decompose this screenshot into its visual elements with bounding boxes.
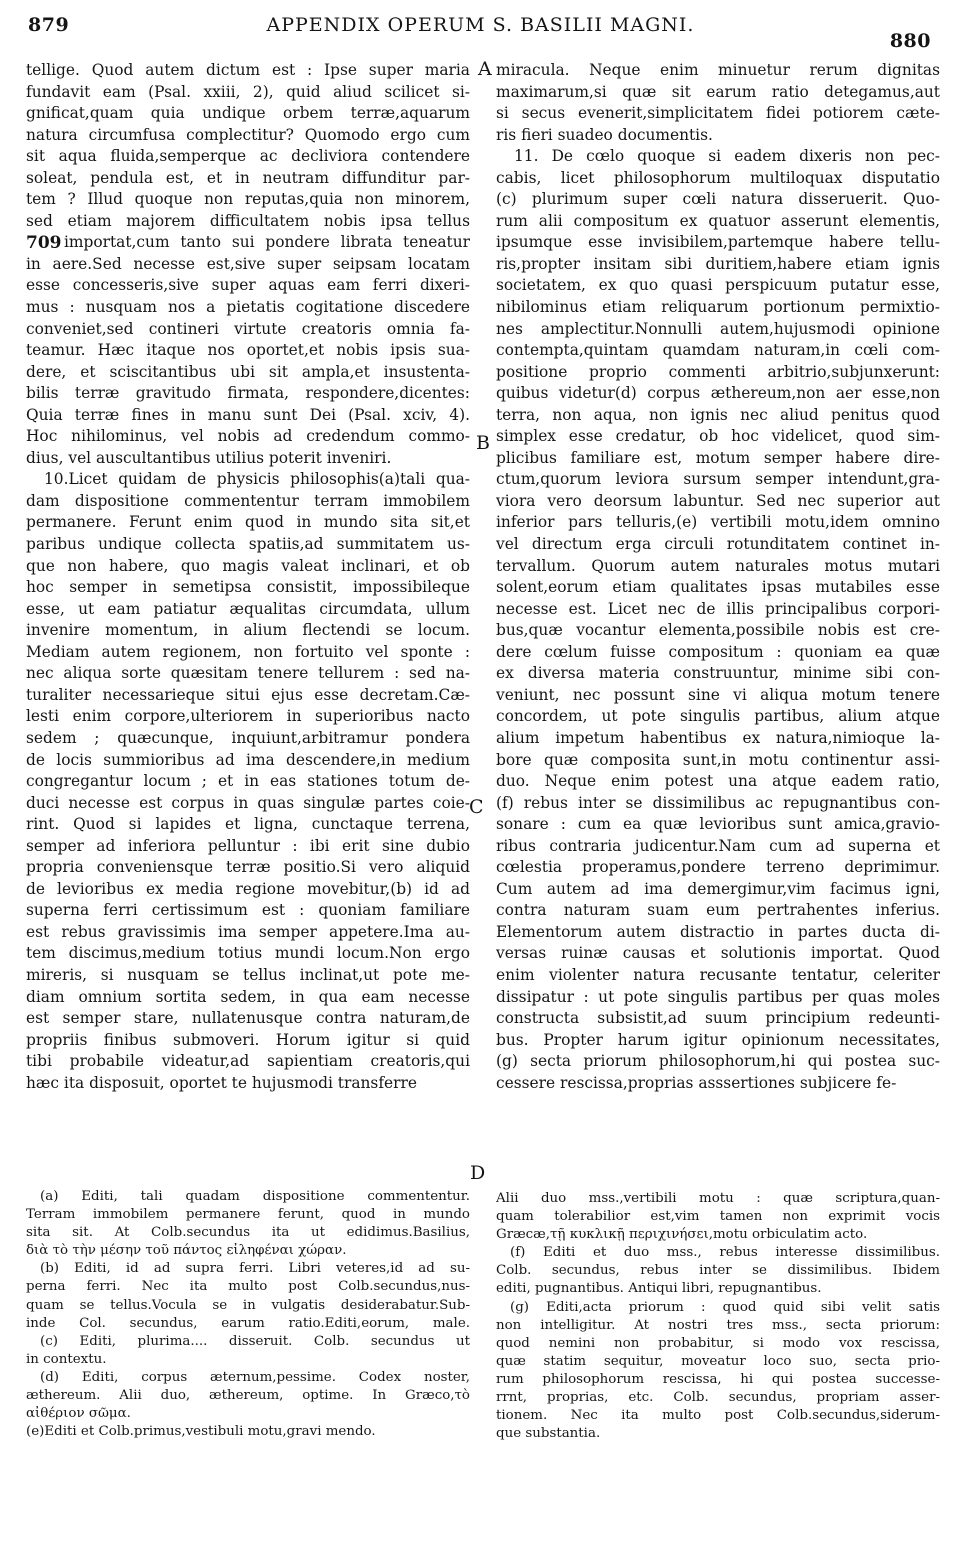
text-line: ctum,quorum leviora sursum semper intendunt,gra- [496, 470, 940, 489]
text-line: 11. De cœlo quoque si eadem dixeris non pec- [514, 147, 940, 166]
footnote-line: perna ferri. Nec ita multo post Colb.secundus,nus- [26, 1279, 470, 1295]
text-line: ipsumque esse invisibilem,partemque habere tellu- [496, 233, 940, 252]
text-line: nes amplectitur.Nonnulli autem,hujusmodi opinione [496, 319, 940, 338]
margin-letter-a: A [478, 58, 492, 80]
text-line: contra naturam suam eum pertrahentes inferius. [496, 901, 940, 920]
footnote-line: editi, pugnantibus. Antiqui libri, repugnantibus. [496, 1281, 822, 1297]
text-line: congregantur locum ; et in eas stationes totum de- [26, 772, 470, 791]
text-line: societatem, ex quo quasi perspicuum putatur esse, [496, 276, 940, 295]
text-line: teamur. Hæc itaque nos oportet,et nobis ipsis sua- [26, 341, 470, 360]
text-line: ribus contraria judicentur.Nam cum ad superna et [496, 836, 940, 855]
text-line: gnificat,quam quia undique orbem terræ,aquarum [26, 104, 470, 123]
text-line: (f) rebus inter se dissimilibus ac repugnantibus con- [496, 793, 940, 812]
footnote-line: in contextu. [26, 1351, 107, 1367]
text-line: semper ad inferiora pelluntur : ibi erit sine dubio [26, 836, 470, 855]
text-line: cessere rescissa,proprias asssertiones subjicere fe- [496, 1073, 897, 1092]
text-line: enim violenter natura recusante tentatur, celeriter [496, 965, 940, 984]
text-line: natura circumfusa complectitur? Quomodo ergo cum [26, 125, 470, 144]
text-line: rum alii compositum ex quatuor asserunt elementis, [496, 211, 940, 230]
text-line: ris,propter insitam sibi duritiem,habere etiam ignis [496, 254, 940, 273]
text-line: plicibus familiare est, motum semper habere dire- [496, 448, 940, 467]
text-line: paribus undique collecta spatiis,ad summitatem us- [26, 535, 470, 554]
text-line: mireris, si nusquam se tellus inclinat,ut pote me- [26, 965, 470, 984]
text-line: simplex esse credatur, ob hoc videlicet, quod sim- [496, 427, 940, 446]
text-line: si secus evenerit,simplicitatem fidei potiorem cæte- [496, 104, 940, 123]
text-line: de levioribus ex media regione movebitur,(b) id ad [26, 879, 470, 898]
margin-letter-c: C [469, 796, 484, 818]
text-line: dam dispositione commententur terram immobilem [26, 491, 470, 510]
text-line: hæc ita disposuit, oportet te hujusmodi transferre [26, 1073, 417, 1092]
text-line: esse, ut eam patiatur æqualitas circumdata, ullum [26, 599, 470, 618]
text-line: nibilominus etiam reliquarum portionum permixtio- [496, 298, 940, 317]
text-line: Quia terræ fines in manu sunt Dei (Psal. xciv, 4). [26, 405, 470, 424]
right-footnotes [496, 1190, 940, 1443]
text-line: veniunt, nec possunt sine vi aliqua motum tenere [496, 685, 940, 704]
text-line: sed etiam majorem difficultatem nobis ipsa tellus [26, 211, 470, 230]
text-line: dissipatur : ut pote singulis partibus per quas moles [496, 987, 940, 1006]
text-line: maximarum,si quæ sit earum ratio detegamus,aut [496, 82, 940, 101]
text-line: bus. Propter harum igitur opinionum necessitates, [496, 1030, 940, 1049]
text-line: hoc semper in semetipsa consistit, impossibileque [26, 578, 470, 597]
footnote-line: Colb. secundus, rebus inter se dissimilibus. Ibidem [496, 1263, 940, 1279]
footnote-line: (c) Editi, plurima.... disseruit. Colb. secundus ut [40, 1333, 470, 1349]
footnote-line: quam se tellus.Vocula se in vulgatis desiderabatur.Sub- [26, 1297, 470, 1313]
text-line: bilis terræ gravitudo firmata, respondere,dicentes: [26, 384, 470, 403]
text-line: tervallum. Quorum autem naturales motus mutari [496, 556, 940, 575]
text-line: soleat, pendula est, et in neutram diffunditur par- [26, 168, 470, 187]
text-line: tem ? Illud quoque non reputas,quia non minorem, [26, 190, 470, 209]
text-line: dere cœlum fuisse compositum : quoniam ea quæ [496, 642, 940, 661]
text-line: in aere.Sed necesse est,sive super seipsam locatam [26, 254, 470, 273]
footnote-line: αἰθέριον σῶμα. [26, 1406, 131, 1422]
text-line: est rebus gravissimis ima semper appetere.Ima au- [26, 922, 470, 941]
text-line: tem discimus,medium totius mundi locum.Non ergo [26, 944, 470, 963]
text-line: cœlestia properamus,pondere terreno deprimimur. [496, 858, 940, 877]
text-line: lesti enim corpore,ulteriorem in superioribus nacto [26, 707, 470, 726]
footnote-line: sita sit. At Colb.secundus ita ut edidimus.Basilius, [26, 1225, 470, 1241]
text-line: Hoc nihilominus, vel nobis ad credendum commo- [26, 427, 470, 446]
footnote-line: quod nemini non probabitur, si modo vox rescissa, [496, 1335, 940, 1351]
footnote-line: inde Col. secundus, earum ratio.Editi,eorum, male. [26, 1315, 470, 1331]
text-line: inferior pars telluris,(e) vertibili motu,idem omnino [496, 513, 940, 532]
text-line: viora vero deorsum labuntur. Sed nec superior aut [496, 491, 940, 510]
text-line: dius, vel auscultantibus utilius poterit inveniri. [26, 448, 392, 467]
footnote-line: æthereum. Alii duo, æthereum, optime. In Græco,τὸ [26, 1388, 470, 1404]
text-line: fundavit eam (Psal. xxiii, 2), quid aliud scilicet si- [26, 82, 470, 101]
text-line: alium impetum habentibus ex natura,nimioque la- [496, 728, 940, 747]
text-line: sit aqua fluida,semperque ac decliviora contendere [26, 147, 470, 166]
text-line: est semper stare, nullatenusque contra naturam,de [26, 1009, 470, 1028]
text-line: Elementorum autem distractio in partes ducta di- [496, 922, 940, 941]
text-line: rint. Quod si lapides et ligna, cunctaque terrena, [26, 815, 470, 834]
text-line: Cum autem ad ima demergimur,vim facimus igni, [496, 879, 940, 898]
margin-letter-b: B [476, 432, 490, 454]
text-line: tibi probabile videatur,ad sapientiam creatoris,qui [26, 1052, 470, 1071]
footnote-line: (g) Editi,acta priorum : quod quid sibi velit satis [510, 1299, 940, 1315]
text-line: cabis, licet philosophorum multiloquax disputatio [496, 168, 940, 187]
text-line: constructa subsistit,ad suum principium redeunti- [496, 1009, 940, 1028]
footnote-line: διὰ τὸ τὴν μέσην τοῦ πάντος εἰληφέναι χώραν. [26, 1243, 347, 1259]
text-line: versas ruinæ causas et solutionis importat. Quod [496, 944, 940, 963]
text-line: ex diversa materia construuntur, minime sibi con- [496, 664, 940, 683]
text-line: contempta,quintam quamdam naturam,in cœli com- [496, 341, 940, 360]
text-line: terra, non aqua, non ignis nec aliud penitus quod [496, 405, 940, 424]
footnote-line: Alii duo mss.,vertibili motu : quæ scriptura,quan- [496, 1191, 940, 1206]
text-line: solent,eorum etiam qualitates ipsas mutabiles esse [496, 578, 940, 597]
text-line: bus,quæ vocantur elementa,possibile nobis est cre- [496, 621, 940, 640]
running-title: APPENDIX OPERUM S. BASILII MAGNI. [266, 14, 695, 36]
text-line: duo. Neque enim potest una atque eadem ratio, [496, 772, 940, 791]
right-page-number: 880 [889, 30, 931, 52]
footnote-line: que substantia. [496, 1426, 601, 1442]
text-line: 10.Licet quidam de physicis philosophis(a)tali qua- [44, 470, 470, 489]
footnote-line: (e)Editi et Colb.primus,vestibuli motu,gravi mendo. [26, 1424, 376, 1440]
text-line: dere, et sciscitantibus ubi sit ampla,et insustenta- [26, 362, 470, 381]
text-line: vel directum erga circuli rotunditatem continet in- [496, 535, 940, 554]
footnote-line: (b) Editi, id ad supra ferri. Libri veteres,id ad su- [40, 1261, 470, 1277]
footnote-line: rum philosophorum rescissa, hi qui postea successe- [496, 1371, 940, 1387]
text-line: que non habere, quo magis valeat inclinari, et ob [26, 556, 470, 575]
text-line: bore quæ composita sunt,in motu continentur assi- [496, 750, 940, 769]
margin-letter-d: D [470, 1162, 486, 1184]
footnote-line: (a) Editi, tali quadam dispositione commententur. [40, 1189, 470, 1204]
text-line: (c) plurimum super cœli natura disseruerit. Quo- [496, 190, 940, 209]
text-line: turaliter necessarieque situi ejus esse decretam.Cæ- [26, 685, 470, 704]
text-line: propria conveniensque terræ positio.Si vero aliquid [26, 858, 470, 877]
text-line: conveniet,sed contineri virtute creatoris omnia fa- [26, 319, 470, 338]
text-line: Mediam autem regionem, non fortuito vel sponte : [26, 642, 470, 661]
footnote-line: rrnt, proprias, etc. Colb. secundus, propriam asser- [496, 1390, 940, 1406]
text-line: duci necesse est corpus in quas singulæ partes coie- [26, 793, 470, 812]
text-line: superna ferri certissimum est : quoniam familiare [26, 901, 470, 920]
text-line: propriis finibus submoveri. Horum igitur si quid [26, 1030, 470, 1049]
text-line: importat,cum tanto sui pondere librata teneatur [64, 233, 470, 252]
text-line: tellige. Quod autem dictum est : Ipse super maria [26, 61, 470, 79]
footnote-line: (d) Editi, corpus æternum,pessime. Codex noster, [40, 1369, 470, 1385]
text-line: nec aliqua sorte quæsitam tenere tellurem : sed na- [26, 664, 470, 683]
text-line: positione proprio commenti arbitrio,subjunxerunt: [496, 362, 940, 381]
text-line: quibus videtur(d) corpus æthereum,non aer esse,non [496, 384, 940, 403]
text-line: sonare : cum ea quæ levioribus sunt amica,gravio- [496, 815, 940, 834]
text-line: permanere. Ferunt enim quod in mundo sita sit,et [26, 513, 470, 532]
footnote-line: quæ statim sequitur, moveatur loco suo, secta prio- [496, 1353, 940, 1369]
text-line: (g) secta priorum philosophorum,hi qui postea suc- [496, 1052, 940, 1071]
footnote-line: Græcæ,τῇ κυκλικῇ περιχινήσει,motu orbiculatim acto. [496, 1227, 868, 1243]
text-line: miracula. Neque enim minuetur rerum dignitas [496, 61, 940, 79]
right-column [496, 60, 940, 1094]
footnote-line: (f) Editi et duo mss., rebus interesse dissimilibus. [510, 1245, 940, 1261]
text-line: esse concesseris,sive super aquas eam ferri dixeri- [26, 276, 470, 295]
left-page-number: 879 [28, 14, 70, 36]
text-line: concordem, ut pote singulis partibus, alium atque [496, 707, 940, 726]
footnote-line: non intelligitur. At nostri tres mss., secta priorum: [496, 1317, 940, 1333]
text-line: sedem ; quæcunque, inquiunt,arbitramur pondera [26, 728, 470, 747]
text-line: necesse est. Licet nec de illis principalibus corpori- [496, 599, 940, 618]
text-line: invenire momentum, in alium flectendi se locum. [26, 621, 470, 640]
footnote-line: tionem. Nec ita multo post Colb.secundus,siderum- [496, 1408, 940, 1424]
footnote-line: quam tolerabilior est,vim tamen non exprimit vocis [496, 1209, 940, 1225]
text-line: mus : nusquam nos a pietatis cogitatione discedere [26, 298, 470, 317]
text-line: de locis summioribus ad ima descendere,in medium [26, 750, 470, 769]
text-line: diam omnium sortita sedem, in qua eam necesse [26, 987, 470, 1006]
margin-number: 709 [26, 233, 62, 253]
text-line: ris fieri suadeo documentis. [496, 125, 713, 144]
footnote-line: Terram immobilem permanere ferunt, quod in mundo [26, 1207, 470, 1223]
left-footnotes [26, 1188, 470, 1441]
left-column [26, 60, 470, 1094]
